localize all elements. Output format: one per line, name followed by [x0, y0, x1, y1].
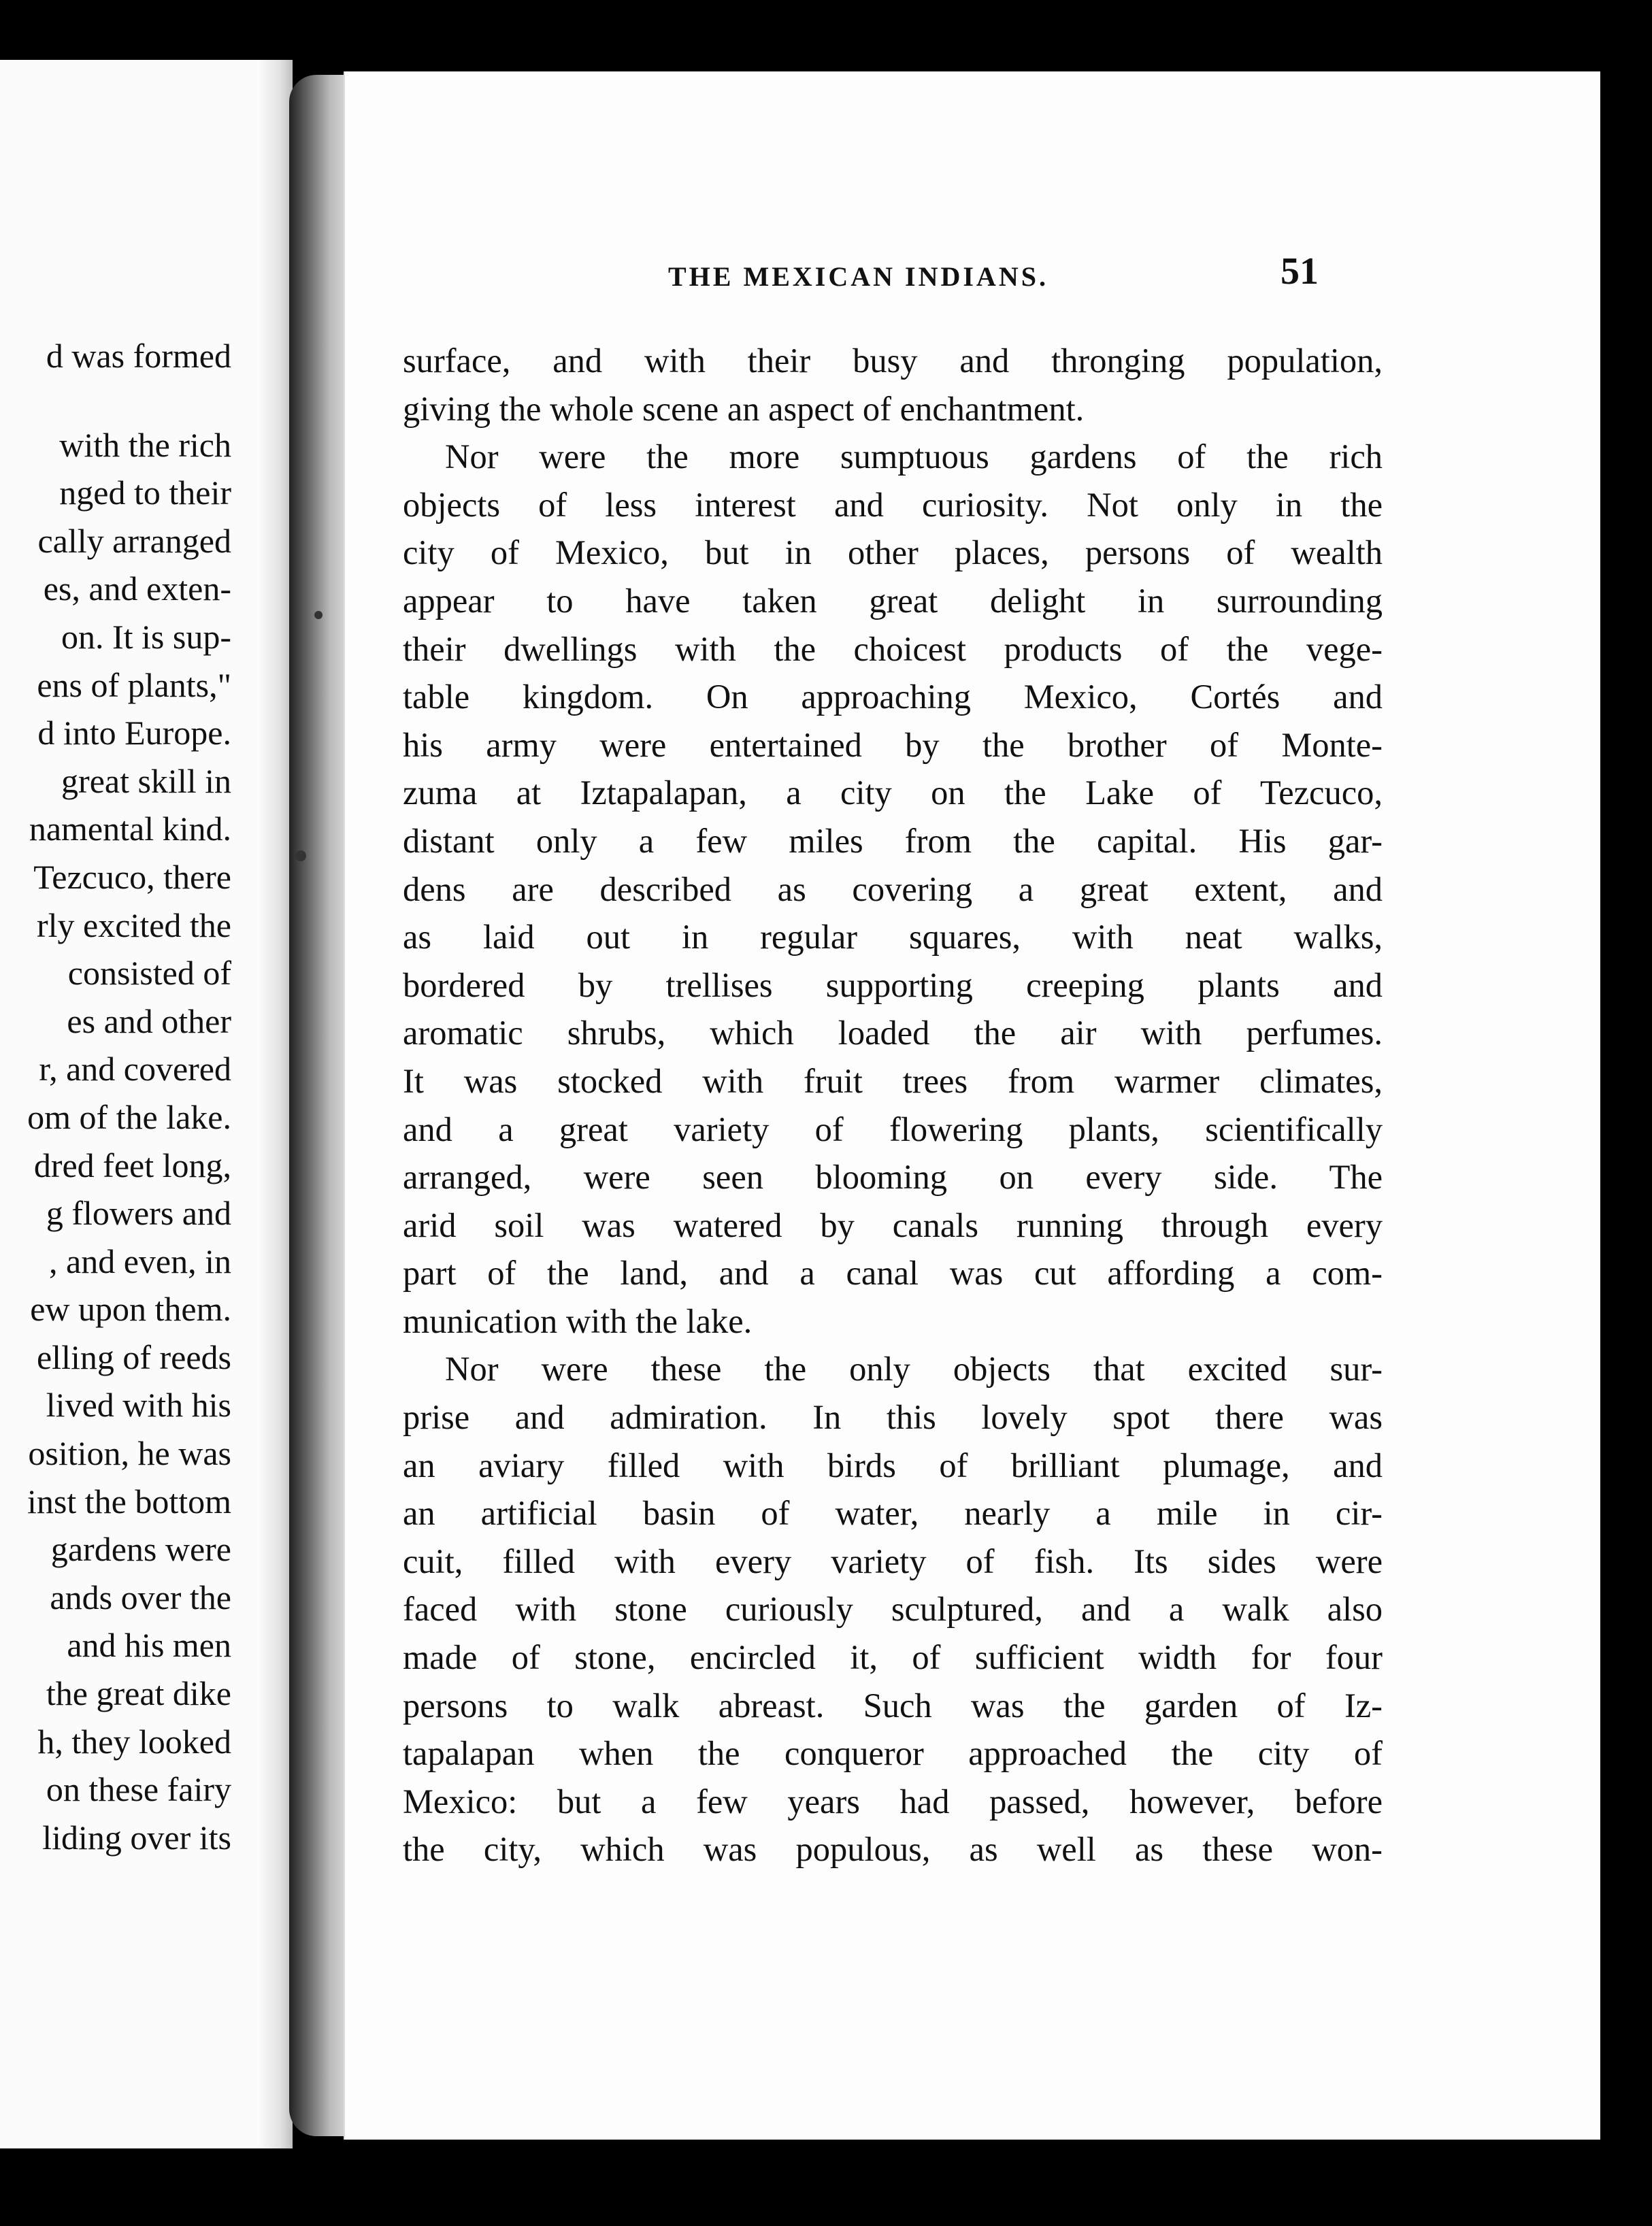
text-line: arid soil was watered by canals running through every	[403, 1206, 1383, 1244]
text-line: persons to walk abreast. Such was the garden of Iz-	[403, 1686, 1383, 1725]
text-line: cuit, filled with every variety of fish. Its sides were	[403, 1542, 1383, 1580]
left-gutter-shadow	[259, 60, 293, 2148]
left-line: d was formed	[46, 337, 231, 375]
text-line: as laid out in regular squares, with neat walks,	[403, 918, 1383, 957]
left-line: inst the bottom	[27, 1482, 231, 1521]
left-line: ew upon them.	[30, 1290, 231, 1329]
page-number: 51	[1281, 250, 1319, 293]
left-line: elling of reeds	[36, 1338, 231, 1376]
left-line: on. It is sup-	[61, 617, 231, 656]
left-line: liding over its	[42, 1818, 231, 1857]
left-line: d into Europe.	[37, 714, 231, 752]
left-line-gap	[0, 380, 231, 421]
left-line: lived with his	[46, 1386, 231, 1425]
left-line: dred feet long,	[33, 1146, 231, 1184]
left-line: and his men	[67, 1626, 231, 1665]
text-line: his army were entertained by the brother of Monte-	[403, 725, 1383, 764]
text-line: an aviary filled with birds of brilliant plumage, and	[403, 1446, 1383, 1484]
page-body-text	[403, 337, 1383, 1874]
left-line: nged to their	[59, 474, 231, 512]
text-line: Mexico: but a few years had passed, however, before	[403, 1782, 1383, 1821]
text-line: part of the land, and a canal was cut affording a com-	[403, 1254, 1383, 1293]
left-line: consisted of	[67, 954, 231, 993]
left-line: on these fairy	[46, 1770, 231, 1809]
text-line: faced with stone curiously sculptured, and a walk also	[403, 1590, 1383, 1629]
left-line: , and even, in	[49, 1242, 231, 1280]
left-page	[0, 60, 293, 2148]
left-line: with the rich	[59, 425, 231, 464]
text-line: made of stone, encircled it, of sufficient width for four	[403, 1638, 1383, 1677]
text-line: table kingdom. On approaching Mexico, Cortés and	[403, 678, 1383, 716]
text-line: surface, and with their busy and thronging population,	[403, 342, 1383, 380]
left-line: osition, he was	[28, 1434, 231, 1473]
running-head: THE MEXICAN INDIANS.	[668, 261, 1048, 292]
left-line: gardens were	[50, 1530, 231, 1569]
scan-speck	[314, 611, 323, 619]
left-line: Tezcuco, there	[33, 857, 231, 896]
right-page	[344, 71, 1600, 2140]
left-line: g flowers and	[46, 1194, 231, 1233]
left-line: om of the lake.	[27, 1097, 231, 1136]
left-line: great skill in	[61, 761, 231, 800]
left-line: es, and exten-	[43, 569, 231, 608]
text-line: giving the whole scene an aspect of enchantment.	[403, 389, 1085, 428]
text-line: an artificial basin of water, nearly a mile in cir-	[403, 1494, 1383, 1533]
left-page-text	[0, 332, 231, 1861]
scan-speck	[295, 850, 306, 861]
text-line: their dwellings with the choicest products of the vege-	[403, 629, 1383, 668]
text-line: aromatic shrubs, which loaded the air with perfumes.	[403, 1014, 1383, 1052]
left-line: es and other	[67, 1001, 231, 1040]
left-line: h, they looked	[37, 1722, 231, 1761]
left-line: rly excited the	[37, 906, 231, 944]
text-line: appear to have taken great delight in surrounding	[403, 581, 1383, 620]
text-line: dens are described as covering a great extent, and	[403, 869, 1383, 908]
left-line: cally arranged	[37, 521, 231, 560]
left-line: r, and covered	[39, 1050, 231, 1089]
left-line: namental kind.	[29, 810, 231, 848]
text-line: city of Mexico, but in other places, persons of wealth	[403, 533, 1383, 572]
text-line: Nor were these the only objects that excited sur-	[445, 1350, 1383, 1389]
left-line: ands over the	[50, 1578, 231, 1616]
text-line: and a great variety of flowering plants, scientifically	[403, 1110, 1383, 1148]
text-line: the city, which was populous, as well as these won-	[403, 1830, 1383, 1869]
left-line: ens of plants,"	[37, 665, 231, 704]
text-line: distant only a few miles from the capital. His gar-	[403, 821, 1383, 860]
text-line: tapalapan when the conqueror approached the city of	[403, 1734, 1383, 1773]
text-line: bordered by trellises supporting creeping plants and	[403, 965, 1383, 1004]
text-line: zuma at Iztapalapan, a city on the Lake of Tezcuco,	[403, 774, 1383, 812]
text-line: Nor were the more sumptuous gardens of the rich	[445, 437, 1383, 476]
text-line: munication with the lake.	[403, 1301, 753, 1340]
left-line: the great dike	[46, 1674, 231, 1713]
text-line: arranged, were seen blooming on every side. The	[403, 1158, 1383, 1197]
text-line: It was stocked with fruit trees from warmer climates,	[403, 1061, 1383, 1100]
text-line: prise and admiration. In this lovely spot there was	[403, 1398, 1383, 1437]
text-line: objects of less interest and curiosity. Not only in the	[403, 485, 1383, 524]
